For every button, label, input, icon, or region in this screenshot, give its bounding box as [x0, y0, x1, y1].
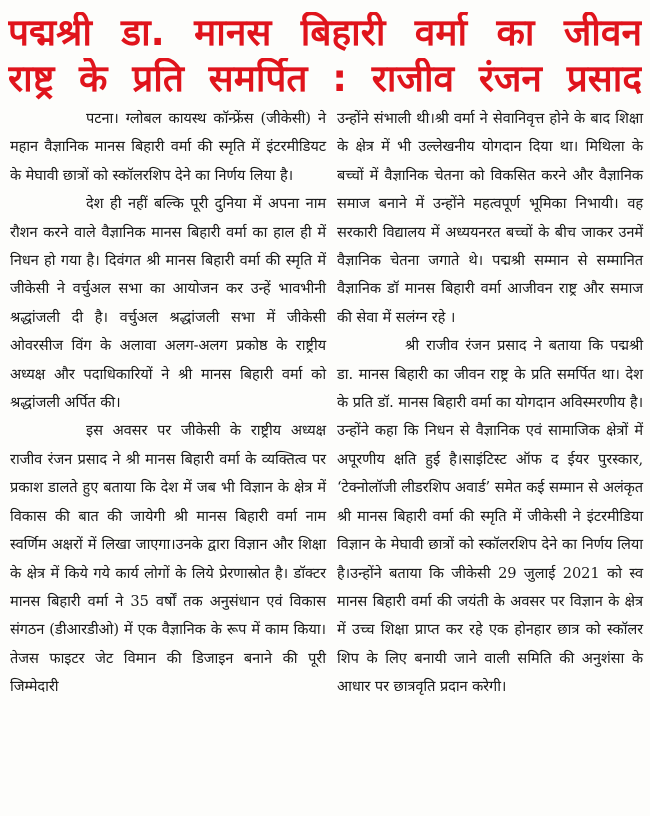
paragraph-left-2: देश ही नहीं बल्कि पूरी दुनिया में अपना नाम रौशन करने वाले वैज्ञानिक मानस बिहारी वर्मा का हाल ही में निधन हो गया है। दिवंगत श्री मानस बिहारी वर्मा की स्मृति में जीकेसी ने वर्चुअल सभा का आयोजन कर उन्हें भावभीनी श्रद्धांजली दी है। वर्चुअल श्रद्धांजली सभा में जीकेसी ओवरसीज विंग के अलावा अलग-अलग प्रकोष्ठ के राष्ट्रीय अध्यक्ष और पदाधिकारियों ने श्री मानस बिहारी वर्मा को श्रद्धांजली अर्पित की।: [10, 195, 326, 412]
article-column-left: [10, 105, 326, 702]
paragraph-left-3: इस अवसर पर जीकेसी के राष्ट्रीय अध्यक्ष राजीव रंजन प्रसाद ने श्री मानस बिहारी वर्मा के व्यक्तित्व पर प्रकाश डालते हुए बताया कि देश में जब भी विज्ञान के क्षेत्र में विकास की बात की जायेगी श्री मानस बिहारी वर्मा नाम स्वर्णिम अक्षरों में लिखा जाएगा।उनके द्वारा विज्ञान और शिक्षा के क्षेत्र में किये गये कार्य लोगों के लिये प्रेरणास्रोत है। डॉक्टर मानस बिहारी वर्मा ने 35 वर्षों तक अनुसंधान एवं विकास संगठन (डीआरडीओ) में एक वैज्ञानिक के रूप में काम किया। तेजस फाइटर जेट विमान की डिजाइन बनाने की पूरी जिम्मेदारी: [10, 422, 326, 696]
headline-line-2: राष्ट्र के प्रति समर्पित : राजीव रंजन प्रसाद: [8, 58, 642, 100]
paragraph-left-1: पटना। ग्लोबल कायस्थ कॉन्फ्रेंस (जीकेसी) ने महान वैज्ञानिक मानस बिहारी वर्मा की स्मृति में इंटरमीडियट के मेघावी छात्रों को स्कॉलरशिप देने का निर्णय लिया है।: [10, 110, 326, 184]
paragraph-right-2: श्री राजीव रंजन प्रसाद ने बताया कि पद्मश्री डा. मानस बिहारी का जीवन राष्ट्र के प्रति समर्पित था। देश के प्रति डॉ. मानस बिहारी वर्मा का योगदान अविस्मरणीय है। उन्होंने कहा कि निधन से वैज्ञानिक एवं सामाजिक क्षेत्रों में अपूरणीय क्षति हुई है।साइंटिस्ट ऑफ द ईयर पुरस्कार, ‘टेक्नोलॉजी लीडरशिप अवार्ड’ समेत कई सम्मान से अलंकृत श्री मानस बिहारी वर्मा की स्मृति में जीकेसी ने इंटरमीडिया विज्ञान के मेघावी छात्रों को स्कॉलरशिप देने का निर्णय लिया है।उन्होंने बताया कि जीकेसी 29 जुलाई 2021 को स्व मानस बिहारी वर्मा की जयंती के अवसर पर विज्ञान के क्षेत्र में उच्च शिक्षा प्राप्त कर रहे एक होनहार छात्र को स्कॉलर शिप के लिए बनायी जाने वाली समिति की अनुशंसा के आधार पर छात्रवृति प्रदान करेगी।: [337, 337, 643, 696]
headline-line-1: पद्मश्री डा. मानस बिहारी वर्मा का जीवन: [8, 12, 642, 54]
paragraph-right-1: उन्होंने संभाली थी।श्री वर्मा ने सेवानिवृत्त होने के बाद शिक्षा के क्षेत्र में भी उल्लेखनीय योगदान दिया था। मिथिला के बच्चों में वैज्ञानिक चेतना को विकसित करने और वैज्ञानिक समाज बनाने में उन्होंने महत्वपूर्ण भूमिका निभायी। वह सरकारी विद्यालय में अध्ययनरत बच्चों के बीच जाकर उनमें वैज्ञानिक चेतना जगाते थे। पद्मश्री सम्मान से सम्मानित वैज्ञानिक डॉ मानस बिहारी वर्मा आजीवन राष्ट्र और समाज की सेवा में सलंग्न रहे ।: [337, 110, 643, 326]
article-column-right: [337, 105, 643, 702]
